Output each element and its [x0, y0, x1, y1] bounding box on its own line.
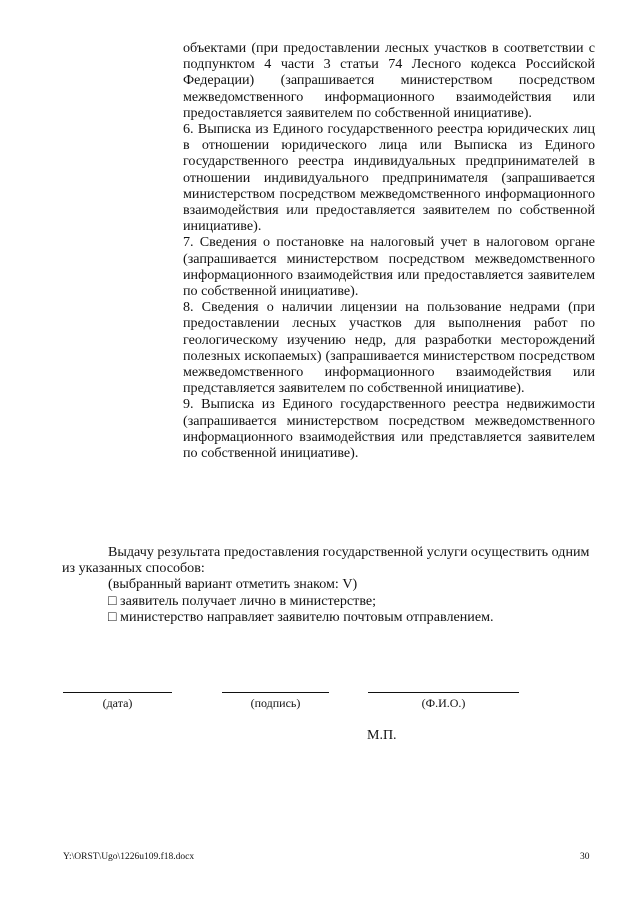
page-number: 30: [580, 852, 590, 862]
list-item-9: 9. Выписка из Единого государственного реестра недвижимости (запрашивается министерством посредством межведомственного информационного взаимодействия или представляется заявителем по собственной инициативе).: [183, 396, 595, 462]
list-item-6: 6. Выписка из Единого государственного реестра юридических лиц в отношении юридического лица или Выписка из Единого государственного реестра индивидуальных предпринимателей в отношении индивидуального предпринимателя (запрашивается министерством посредством межведомственного информационного взаимодействия или предоставляется заявителем по собственной инициативе).: [183, 121, 595, 235]
footer-file-path: Y:\ORST\Ugo\1226u109.f18.docx: [63, 852, 195, 862]
name-line: [368, 692, 519, 693]
list-item-8: 8. Сведения о наличии лицензии на пользование недрами (при предоставлении лесных участков для выполнения работ по геологическому изучению недр, для разработки месторождений полезных ископаемых) (запрашивается министерством посредством межведомственного информационного взаимодействия или представляется заявителем по собственной инициативе).: [183, 299, 595, 397]
signature-line: [222, 692, 329, 693]
delivery-option-in-person[interactable]: □ заявитель получает лично в министерстве;: [108, 592, 377, 609]
delivery-hint: (выбранный вариант отметить знаком: V): [108, 576, 358, 593]
date-line: [63, 692, 172, 693]
date-caption: (дата): [102, 696, 133, 710]
name-caption: (Ф.И.О.): [421, 696, 466, 710]
signature-caption: (подпись): [250, 696, 301, 710]
delivery-section: [62, 544, 602, 625]
delivery-option-by-mail[interactable]: □ министерство направляет заявителю почтовым отправлением.: [108, 608, 494, 625]
list-item-7: 7. Сведения о постановке на налоговый учет в налоговом органе (запрашивается министерством посредством межведомственного информационного взаимодействия или предоставляется заявителем по собственной инициативе).: [183, 234, 595, 300]
stamp-place: М.П.: [367, 728, 397, 743]
document-list-column: [183, 40, 595, 461]
list-continuation: объектами (при предоставлении лесных участков в соответствии с подпунктом 4 части 3 статьи 74 Лесного кодекса Российской Федерации) (запрашивается министерством посредством межведомственного информационного взаимодействия или предоставляется заявителем по собственной инициативе).: [183, 40, 595, 121]
delivery-intro: Выдачу результата предоставления государственной услуги осуществить одним из указанных способов:: [62, 544, 590, 577]
